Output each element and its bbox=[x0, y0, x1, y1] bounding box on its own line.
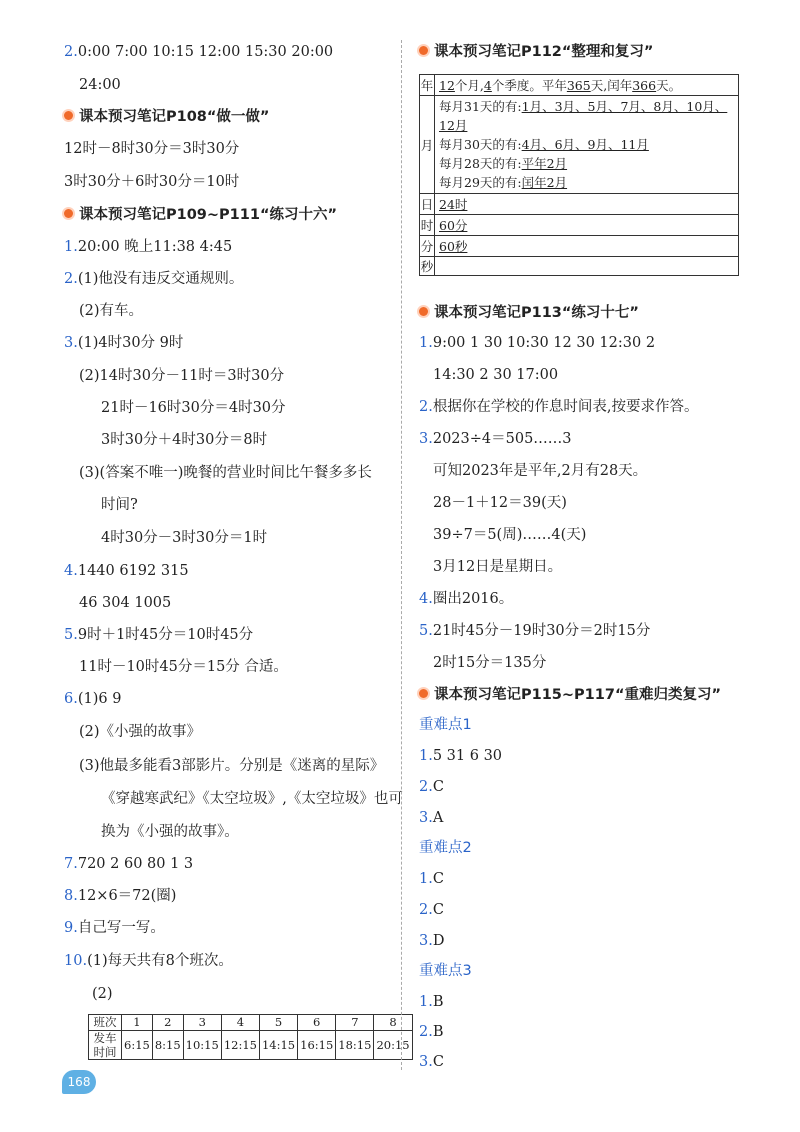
bullet-icon bbox=[64, 209, 73, 218]
answer-line: 39÷7＝5(周)……4(天) bbox=[433, 527, 587, 543]
answer-line: 2.0:00 7:00 10:15 12:00 15:30 20:00 bbox=[64, 44, 334, 60]
table-cell: 5 bbox=[259, 1015, 297, 1031]
table-header: 秒 bbox=[420, 257, 435, 276]
section-header: 课本预习笔记P109~P111“练习十六” bbox=[64, 205, 337, 225]
answer-line: 1.C bbox=[419, 871, 444, 887]
table-header: 发车时间 bbox=[89, 1031, 122, 1060]
table-cell: 2 bbox=[152, 1015, 183, 1031]
answer-line: 6.(1)6 9 bbox=[64, 691, 122, 707]
answer-line: 1.B bbox=[419, 994, 444, 1010]
answer-line: 1.5 31 6 30 bbox=[419, 748, 503, 764]
answer-line: 2.C bbox=[419, 902, 444, 918]
answer-line: (2)《小强的故事》 bbox=[79, 724, 202, 740]
bullet-icon bbox=[64, 111, 73, 120]
answer-line: 5.9时＋1时45分＝10时45分 bbox=[64, 627, 254, 643]
answer-line: 《穿越寒武纪》《太空垃圾》,《太空垃圾》也可 bbox=[101, 791, 403, 807]
answer-line: (2)有车。 bbox=[79, 303, 144, 319]
answer-line: 2.根据你在学校的作息时间表,按要求作答。 bbox=[419, 399, 699, 415]
table-cell: 12:15 bbox=[221, 1031, 259, 1060]
table-cell: 6:15 bbox=[122, 1031, 153, 1060]
table-cell: 3 bbox=[183, 1015, 221, 1031]
table-cell: 60分 bbox=[435, 215, 739, 236]
column-divider bbox=[401, 40, 402, 1070]
table-cell: 7 bbox=[336, 1015, 374, 1031]
table-header: 班次 bbox=[89, 1015, 122, 1031]
answer-line: 14:30 2 30 17:00 bbox=[433, 367, 559, 383]
table-cell: 60秒 bbox=[435, 236, 739, 257]
answer-line: (2)14时30分－11时＝3时30分 bbox=[79, 368, 285, 384]
answer-line: 3.2023÷4＝505……3 bbox=[419, 431, 572, 447]
table-cell bbox=[435, 257, 739, 276]
table-header: 时 bbox=[420, 215, 435, 236]
answer-line: 3.(1)4时30分 9时 bbox=[64, 335, 184, 351]
answer-line: 4.1440 6192 315 bbox=[64, 563, 189, 579]
table-cell: 16:15 bbox=[298, 1031, 336, 1060]
answer-line: 9.自己写一写。 bbox=[64, 920, 165, 936]
answer-line: 可知2023年是平年,2月有28天。 bbox=[433, 463, 648, 479]
section-header: 课本预习笔记P113“练习十七” bbox=[419, 303, 639, 323]
table-cell: 8 bbox=[374, 1015, 412, 1031]
answer-line: 12时－8时30分＝3时30分 bbox=[64, 141, 240, 157]
section-header: 课本预习笔记P115~P117“重难归类复习” bbox=[419, 685, 721, 705]
bullet-icon bbox=[419, 689, 428, 698]
table-header: 月 bbox=[420, 96, 435, 194]
answer-line: 3时30分＋6时30分＝10时 bbox=[64, 174, 240, 190]
calendar-summary-table bbox=[419, 74, 739, 276]
table-cell: 4 bbox=[221, 1015, 259, 1031]
answer-line: 2.(1)他没有违反交通规则。 bbox=[64, 271, 244, 287]
table-header: 分 bbox=[420, 236, 435, 257]
answer-line: (3)他最多能看3部影片。分别是《迷离的星际》 bbox=[79, 758, 385, 774]
answer-line: 换为《小强的故事》。 bbox=[101, 824, 239, 840]
table-header: 日 bbox=[420, 194, 435, 215]
answer-line: (2) bbox=[92, 986, 113, 1002]
table-cell: 每月31天的有:1月、3月、5月、7月、8月、10月、 12月 每月30天的有:4月、6月、9月、11月 每月28天的有:平年2月 每月29天的有:闰年2月 bbox=[435, 96, 739, 194]
table-cell: 12个月,4个季度。平年365天,闰年366天。 bbox=[435, 75, 739, 96]
answer-line: 3时30分＋4时30分＝8时 bbox=[101, 432, 268, 448]
answer-line: 10.(1)每天共有8个班次。 bbox=[64, 953, 233, 969]
table-cell: 24时 bbox=[435, 194, 739, 215]
answer-line: 28－1＋12＝39(天) bbox=[433, 495, 567, 511]
answer-line: 21时－16时30分＝4时30分 bbox=[101, 400, 286, 416]
answer-line: 时间? bbox=[101, 497, 138, 513]
answer-line: 3月12日是星期日。 bbox=[433, 559, 563, 575]
answer-line: 1.20:00 晚上11:38 4:45 bbox=[64, 239, 233, 255]
answer-line: 24:00 bbox=[79, 77, 121, 93]
table-header: 年 bbox=[420, 75, 435, 96]
table-cell: 14:15 bbox=[259, 1031, 297, 1060]
table-cell: 1 bbox=[122, 1015, 153, 1031]
section-header: 课本预习笔记P112“整理和复习” bbox=[419, 42, 653, 62]
table-cell: 8:15 bbox=[152, 1031, 183, 1060]
subsection-title: 重难点3 bbox=[419, 963, 472, 979]
table-cell: 6 bbox=[298, 1015, 336, 1031]
answer-line: 1.9:00 1 30 10:30 12 30 12:30 2 bbox=[419, 335, 656, 351]
answer-line: 2时15分＝135分 bbox=[433, 655, 547, 671]
answer-line: 2.B bbox=[419, 1024, 444, 1040]
answer-line: 11时－10时45分＝15分 合适。 bbox=[79, 659, 288, 675]
answer-line: 3.C bbox=[419, 1054, 444, 1070]
subsection-title: 重难点1 bbox=[419, 717, 472, 733]
table-cell: 18:15 bbox=[336, 1031, 374, 1060]
answer-line: 46 304 1005 bbox=[79, 595, 172, 611]
bus-schedule-table bbox=[88, 1014, 413, 1060]
bullet-icon bbox=[419, 46, 428, 55]
answer-line: 8.12×6＝72(圈) bbox=[64, 888, 177, 904]
answer-line: (3)(答案不唯一)晚餐的营业时间比午餐多多长 bbox=[79, 465, 372, 481]
answer-line: 7.720 2 60 80 1 3 bbox=[64, 856, 194, 872]
section-header: 课本预习笔记P108“做一做” bbox=[64, 107, 269, 127]
answer-line: 2.C bbox=[419, 779, 444, 795]
answer-line: 5.21时45分－19时30分＝2时15分 bbox=[419, 623, 651, 639]
answer-line: 4时30分－3时30分＝1时 bbox=[101, 530, 268, 546]
answer-line: 3.D bbox=[419, 933, 445, 949]
answer-line: 3.A bbox=[419, 810, 444, 826]
answer-line: 4.圈出2016。 bbox=[419, 591, 514, 607]
bullet-icon bbox=[419, 307, 428, 316]
page-number: 168 bbox=[62, 1070, 96, 1094]
subsection-title: 重难点2 bbox=[419, 840, 472, 856]
table-cell: 20:15 bbox=[374, 1031, 412, 1060]
table-cell: 10:15 bbox=[183, 1031, 221, 1060]
